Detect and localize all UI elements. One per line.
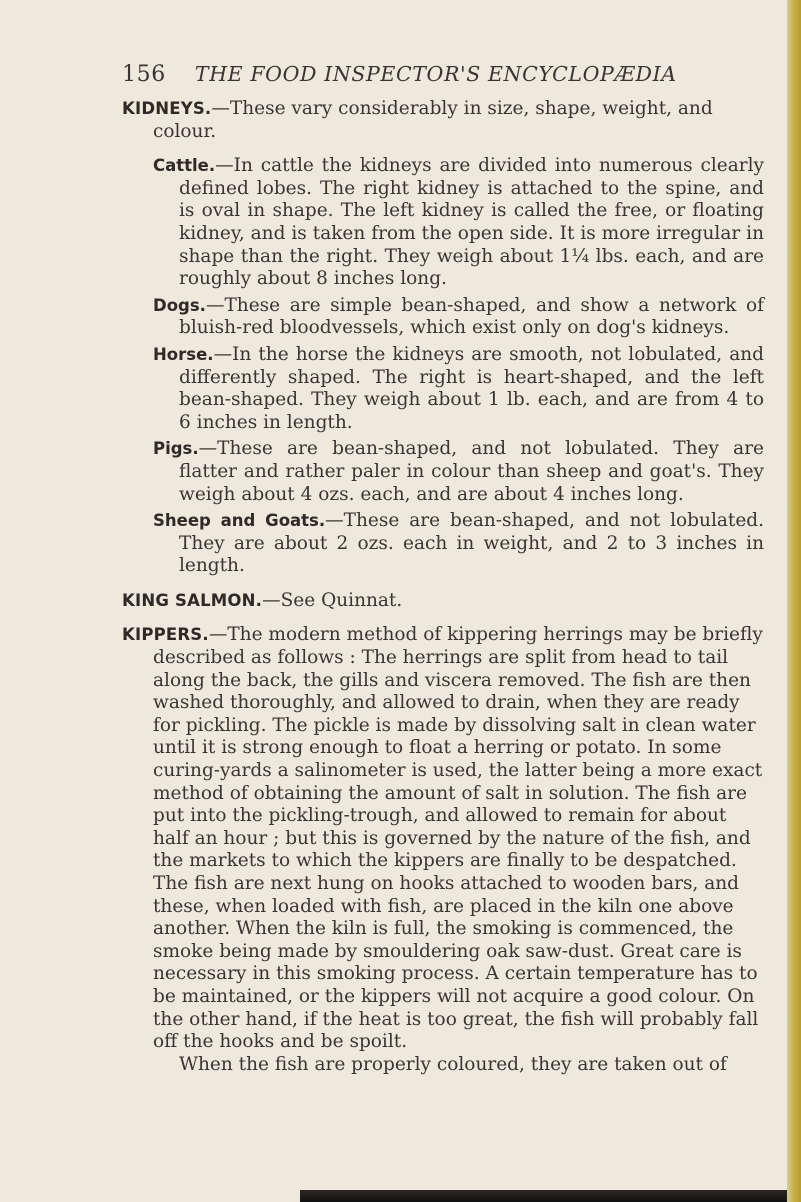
entry-kidneys-text: —These vary considerably in size, shape, weight, and colour.: [153, 98, 713, 142]
subentry-text: —These are bean-shaped, and not lobulated. They are about 2 ozs. each in weight, and 2 to 3 inches in length.: [179, 510, 764, 577]
subentry-term: Sheep and Goats.: [153, 511, 326, 531]
subentry-pigs: [153, 438, 764, 506]
subentry-text: —These are bean-shaped, and not lobulated. They are flatter and rather paler in colour than sheep and goat's. They weigh about 4 ozs. each, and are about 4 inches long.: [179, 438, 764, 505]
entry-kidneys: [122, 98, 764, 143]
running-title: THE FOOD INSPECTOR'S ENCYCLOPÆDIA: [194, 62, 677, 86]
bottom-rule: [300, 1190, 787, 1202]
headword-kidneys: KIDNEYS.: [122, 99, 212, 118]
entry-kippers-continuation: [122, 1054, 764, 1077]
subentry-term: Pigs.: [153, 439, 199, 459]
entry-king-salmon-text: —See Quinnat.: [262, 589, 403, 611]
entry-kippers-text: —The modern method of kippering herrings may be briefly described as follows : The herrings are split from head to tail along the back, the gills and viscera removed. The fish are then washed thoroughly, and allowed to drain, when they are ready for pickling. The pickle is made by dissolving salt in clean water until it is strong enough to float a herring or potato. In some curing-yards a salinometer is used, the latter being a more exact method of obtaining the amount of salt in solution. The fish are put into the pickling-trough, and allowed to remain for about half an hour ; but this is governed by the nature of the fish, and the markets to which the kippers are finally to be despatched. The fish are next hung on hooks attached to wooden bars, and these, when loaded with fish, are placed in the kiln one above another. When the kiln is full, the smoking is commenced, the smoke being made by smouldering oak saw-dust. Great care is necessary in this smoking process. A certain temperature has to be maintained, or the kippers will not acquire a good colour. On the other hand, if the heat is too great, the fish will probably fall off the hooks and be spoilt.: [153, 624, 763, 1053]
headword-king-salmon: KING SALMON.: [122, 590, 263, 610]
subentry-text: —In the horse the kidneys are smooth, not lobulated, and differently shaped. The right is heart-shaped, and the left bean-shaped. They weigh about 1 lb. each, and are from 4 to 6 inches in length.: [179, 343, 764, 433]
page-edge: [787, 0, 801, 1202]
page-number: 156: [122, 62, 166, 87]
entry-kippers: [122, 624, 764, 1053]
subentry-term: Cattle.: [153, 156, 216, 176]
subentry-dogs: [153, 295, 764, 340]
headword-kippers: KIPPERS.: [122, 625, 209, 645]
page-content: [122, 98, 764, 1076]
subentry-cattle: [153, 155, 764, 291]
kidneys-subentries: [122, 155, 764, 578]
subentry-sheep-and-goats: [153, 510, 764, 578]
subentry-text: —In cattle the kidneys are divided into numerous clearly defined lobes. The right kidney is attached to the spine, and is oval in shape. The left kidney is called the free, or floating kidney, and is taken from the open side. It is more irregular in shape than the right. They weigh about 1¼ lbs. each, and are roughly about 8 inches long.: [179, 155, 764, 290]
subentry-horse: [153, 344, 764, 434]
entry-king-salmon: [122, 590, 764, 613]
running-header: [122, 62, 682, 87]
continuation-text: When the fish are properly coloured, they are taken out of: [179, 1053, 727, 1075]
subentry-term: Dogs.: [153, 295, 206, 315]
subentry-text: —These are simple bean-shaped, and show a network of bluish-red bloodvessels, which exist only on dog's kidneys.: [179, 294, 764, 339]
subentry-term: Horse.: [153, 344, 214, 364]
